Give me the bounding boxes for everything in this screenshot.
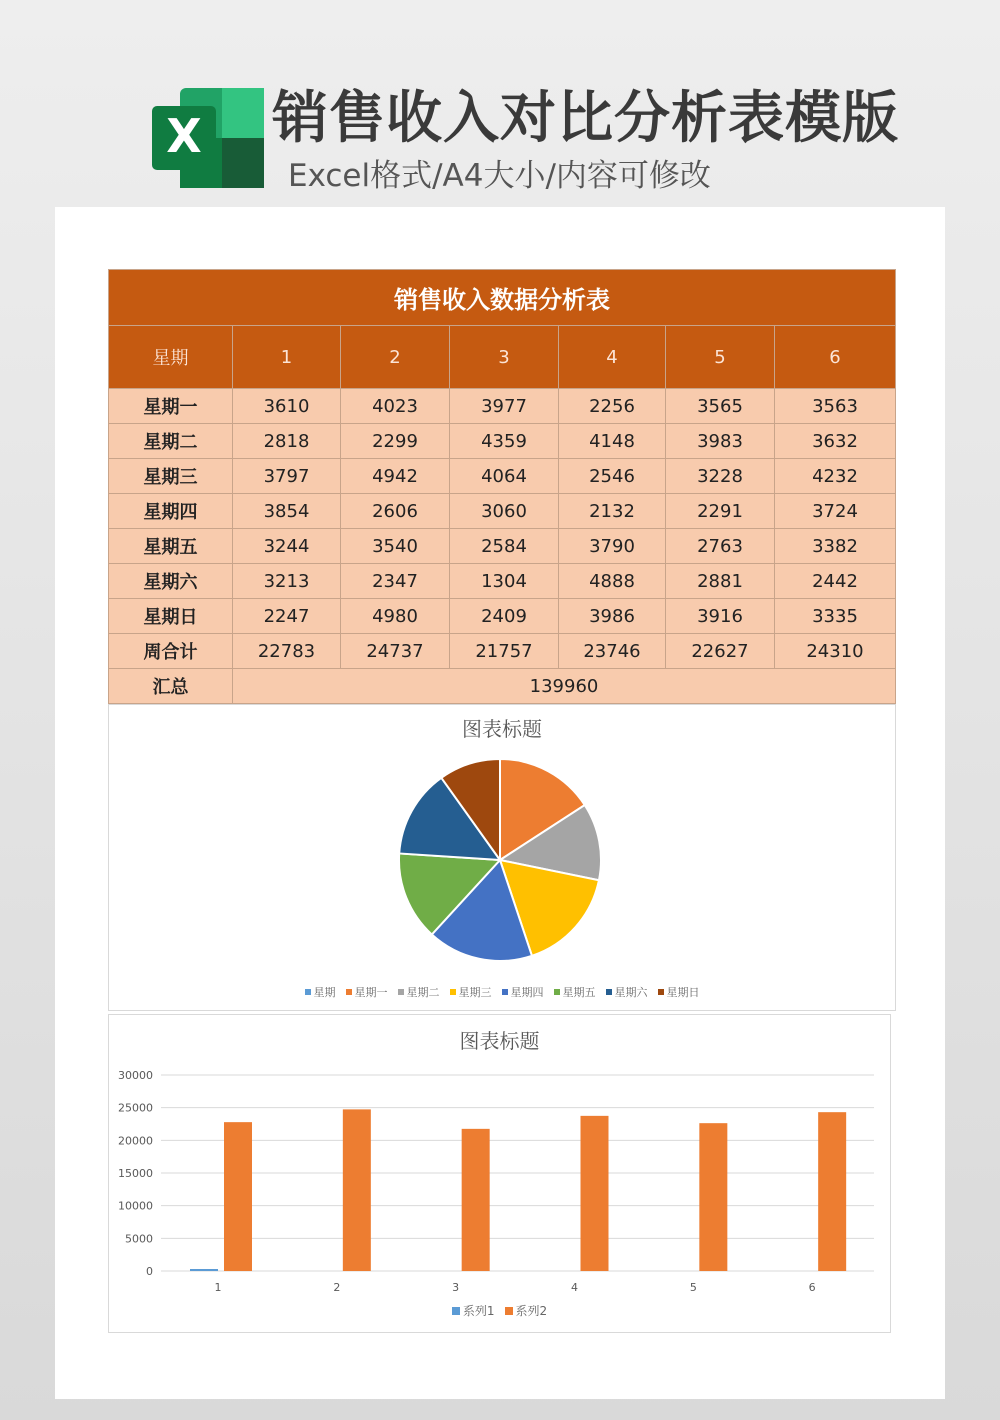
table-cell: 3790 bbox=[559, 529, 666, 564]
table-cell: 22783 bbox=[233, 634, 341, 669]
legend-item bbox=[452, 1302, 495, 1319]
table-cell: 3854 bbox=[233, 494, 341, 529]
table-row bbox=[109, 564, 896, 599]
header-cell: 5 bbox=[666, 326, 775, 389]
y-tick-label: 10000 bbox=[118, 1199, 153, 1213]
header-cell: 2 bbox=[341, 326, 450, 389]
table-title-row bbox=[109, 270, 896, 326]
excel-logo-icon bbox=[152, 88, 264, 188]
bar-系列2-3 bbox=[462, 1129, 490, 1271]
pie-chart-canvas bbox=[109, 745, 895, 1015]
sales-table bbox=[108, 269, 896, 704]
pie-legend bbox=[109, 984, 895, 1000]
header-cell: 4 bbox=[559, 326, 666, 389]
legend-label: 星期一 bbox=[354, 986, 388, 999]
table-header-row bbox=[109, 326, 896, 389]
legend-item bbox=[658, 984, 700, 1000]
table-row bbox=[109, 634, 896, 669]
table-cell: 2247 bbox=[233, 599, 341, 634]
table-cell: 21757 bbox=[450, 634, 559, 669]
header-cell: 6 bbox=[775, 326, 896, 389]
page-title: 销售收入对比分析表模版 bbox=[272, 86, 899, 151]
table-body bbox=[109, 389, 896, 669]
table-cell: 3724 bbox=[775, 494, 896, 529]
table-cell: 2291 bbox=[666, 494, 775, 529]
table-cell: 2132 bbox=[559, 494, 666, 529]
header-cell: 星期 bbox=[109, 326, 233, 389]
x-tick-label: 2 bbox=[333, 1281, 341, 1294]
table-title: 销售收入数据分析表 bbox=[109, 270, 896, 326]
table-cell: 2546 bbox=[559, 459, 666, 494]
bar-系列2-6 bbox=[818, 1112, 846, 1271]
bar-系列2-2 bbox=[343, 1109, 371, 1271]
y-tick-label: 5000 bbox=[125, 1232, 153, 1246]
bar-系列2-5 bbox=[699, 1123, 727, 1271]
legend-label: 系列2 bbox=[515, 1304, 548, 1318]
table-cell: 3244 bbox=[233, 529, 341, 564]
legend-item bbox=[305, 984, 336, 1000]
summary-row bbox=[109, 669, 896, 704]
legend-label: 星期三 bbox=[458, 986, 492, 999]
legend-label: 星期四 bbox=[510, 986, 544, 999]
table-cell: 24310 bbox=[775, 634, 896, 669]
table-cell: 2347 bbox=[341, 564, 450, 599]
legend-item bbox=[398, 984, 440, 1000]
row-label: 星期日 bbox=[109, 599, 233, 634]
table-cell: 4942 bbox=[341, 459, 450, 494]
table-cell: 3335 bbox=[775, 599, 896, 634]
row-label: 星期一 bbox=[109, 389, 233, 424]
table-cell: 4023 bbox=[341, 389, 450, 424]
table-cell: 3213 bbox=[233, 564, 341, 599]
legend-swatch bbox=[346, 989, 352, 995]
legend-item bbox=[502, 984, 544, 1000]
legend-swatch bbox=[398, 989, 404, 995]
x-tick-label: 5 bbox=[689, 1281, 697, 1294]
header-cell: 1 bbox=[233, 326, 341, 389]
table-cell: 3060 bbox=[450, 494, 559, 529]
legend-label: 星期日 bbox=[666, 986, 700, 999]
table-cell: 4148 bbox=[559, 424, 666, 459]
legend-swatch bbox=[606, 989, 612, 995]
table-cell: 24737 bbox=[341, 634, 450, 669]
table-cell: 3228 bbox=[666, 459, 775, 494]
row-label: 星期五 bbox=[109, 529, 233, 564]
bar-chart-canvas bbox=[109, 1055, 890, 1335]
legend-swatch bbox=[452, 1307, 460, 1315]
row-label: 星期六 bbox=[109, 564, 233, 599]
summary-value: 139960 bbox=[233, 669, 896, 704]
table-cell: 2256 bbox=[559, 389, 666, 424]
legend-label: 星期 bbox=[313, 986, 336, 999]
legend-item bbox=[554, 984, 596, 1000]
legend-swatch bbox=[450, 989, 456, 995]
x-tick-label: 3 bbox=[452, 1281, 460, 1294]
table-cell: 2606 bbox=[341, 494, 450, 529]
row-label: 周合计 bbox=[109, 634, 233, 669]
table-cell: 3382 bbox=[775, 529, 896, 564]
table-cell: 2409 bbox=[450, 599, 559, 634]
row-label: 星期四 bbox=[109, 494, 233, 529]
y-tick-label: 0 bbox=[146, 1265, 153, 1278]
table-cell: 2881 bbox=[666, 564, 775, 599]
table-cell: 2299 bbox=[341, 424, 450, 459]
document-page bbox=[55, 207, 945, 1399]
pie-chart-title: 图表标题 bbox=[462, 717, 542, 741]
bar-系列2-4 bbox=[581, 1116, 609, 1271]
logo-letter: X bbox=[166, 109, 202, 163]
table-cell: 3565 bbox=[666, 389, 775, 424]
table-cell: 3610 bbox=[233, 389, 341, 424]
table-cell: 3983 bbox=[666, 424, 775, 459]
table-row bbox=[109, 494, 896, 529]
table-cell: 4359 bbox=[450, 424, 559, 459]
table-cell: 3632 bbox=[775, 424, 896, 459]
legend-label: 星期六 bbox=[614, 986, 648, 999]
table-row bbox=[109, 599, 896, 634]
y-tick-label: 20000 bbox=[118, 1134, 153, 1148]
table-cell: 3797 bbox=[233, 459, 341, 494]
x-tick-label: 4 bbox=[571, 1281, 578, 1294]
table-cell: 3563 bbox=[775, 389, 896, 424]
legend-label: 星期二 bbox=[406, 986, 440, 999]
table-cell: 1304 bbox=[450, 564, 559, 599]
x-tick-label: 1 bbox=[214, 1281, 222, 1294]
legend-item bbox=[450, 984, 492, 1000]
table-cell: 3986 bbox=[559, 599, 666, 634]
legend-label: 系列1 bbox=[462, 1304, 495, 1318]
legend-label: 星期五 bbox=[562, 986, 596, 999]
header-cell: 3 bbox=[450, 326, 559, 389]
table-cell: 4232 bbox=[775, 459, 896, 494]
table-cell: 3540 bbox=[341, 529, 450, 564]
legend-item bbox=[505, 1302, 548, 1319]
table-cell: 22627 bbox=[666, 634, 775, 669]
table-row bbox=[109, 424, 896, 459]
table-cell: 2763 bbox=[666, 529, 775, 564]
header bbox=[0, 0, 1000, 205]
page-subtitle: Excel格式/A4大小/内容可修改 bbox=[288, 158, 711, 194]
table-row bbox=[109, 529, 896, 564]
row-label: 星期三 bbox=[109, 459, 233, 494]
pie-chart bbox=[108, 704, 896, 1011]
y-tick-label: 30000 bbox=[118, 1069, 153, 1082]
table-cell: 23746 bbox=[559, 634, 666, 669]
legend-swatch bbox=[554, 989, 560, 995]
legend-swatch bbox=[502, 989, 508, 995]
y-tick-label: 15000 bbox=[118, 1167, 153, 1180]
bar-chart bbox=[108, 1014, 891, 1333]
table-cell: 4888 bbox=[559, 564, 666, 599]
table-cell: 2442 bbox=[775, 564, 896, 599]
table-cell: 3916 bbox=[666, 599, 775, 634]
table-row bbox=[109, 389, 896, 424]
bar-chart-title: 图表标题 bbox=[459, 1029, 540, 1053]
table-cell: 2584 bbox=[450, 529, 559, 564]
row-label: 星期二 bbox=[109, 424, 233, 459]
legend-item bbox=[346, 984, 388, 1000]
table-cell: 2818 bbox=[233, 424, 341, 459]
table-cell: 4980 bbox=[341, 599, 450, 634]
summary-label: 汇总 bbox=[109, 669, 233, 704]
legend-item bbox=[606, 984, 648, 1000]
table-cell: 3977 bbox=[450, 389, 559, 424]
legend-swatch bbox=[305, 989, 311, 995]
bar-legend bbox=[109, 1302, 890, 1319]
legend-swatch bbox=[658, 989, 664, 995]
table-cell: 4064 bbox=[450, 459, 559, 494]
bar-系列2-1 bbox=[224, 1122, 252, 1271]
bar-系列1-1 bbox=[190, 1269, 218, 1271]
table-row bbox=[109, 459, 896, 494]
x-tick-label: 6 bbox=[808, 1281, 816, 1294]
legend-swatch bbox=[505, 1307, 513, 1315]
y-tick-label: 25000 bbox=[118, 1101, 153, 1115]
